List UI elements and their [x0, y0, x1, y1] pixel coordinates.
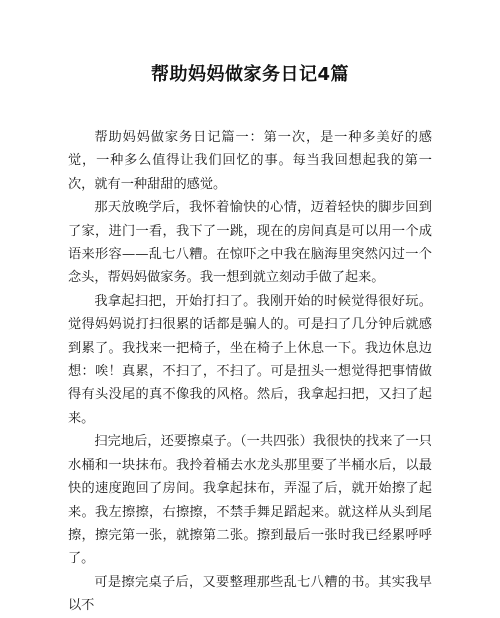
paragraph-2: 那天放晚学后，我怀着愉快的心情，迈着轻快的脚步回到了家，进门一看，我下了一跳，现在的房间真是可以用一个成语来形容——乱七八糟。在惊吓之中我在脑海里突然闪过一个念头，帮妈妈做家务。我一想到就立刻动手做了起来。: [68, 200, 432, 286]
paragraph-5: 可是擦完桌子后，又要整理那些乱七八糟的书。其实我早以不: [68, 574, 432, 614]
paragraph-1: 帮助妈妈做家务日记篇一：第一次，是一种多美好的感觉，一种多么值得让我们回忆的事。每当我回想起我的第一次，就有一种甜甜的感觉。: [68, 130, 432, 192]
document-body: [68, 126, 432, 618]
paragraph-3: 我拿起扫把，开始打扫了。我刚开始的时候觉得很好玩。觉得妈妈说打扫很累的话都是骗人的。可是扫了几分钟后就感到累了。我找来一把椅子，坐在椅子上休息一下。我边休息边想：唉！真累，不扫了，不扫了。可是扭头一想觉得把事情做得有头没尾的真不像我的风格。然后，我拿起扫把，又扫了起来。: [68, 293, 432, 426]
document-title: 帮助妈妈做家务日记4篇: [150, 64, 350, 85]
paragraph-4: 扫完地后，还要擦桌子。（一共四张）我很快的找来了一只水桶和一块抹布。我拎着桶去水龙头那里要了半桶水后，以最快的速度跑回了房间。我拿起抹布，弄湿了后，就开始擦了起来。我左擦擦，右擦擦，不禁手舞足蹈起来。就这样从头到尾擦，擦完第一张，就擦第二张。擦到最后一张时我已经累呼呼了。: [68, 434, 432, 567]
